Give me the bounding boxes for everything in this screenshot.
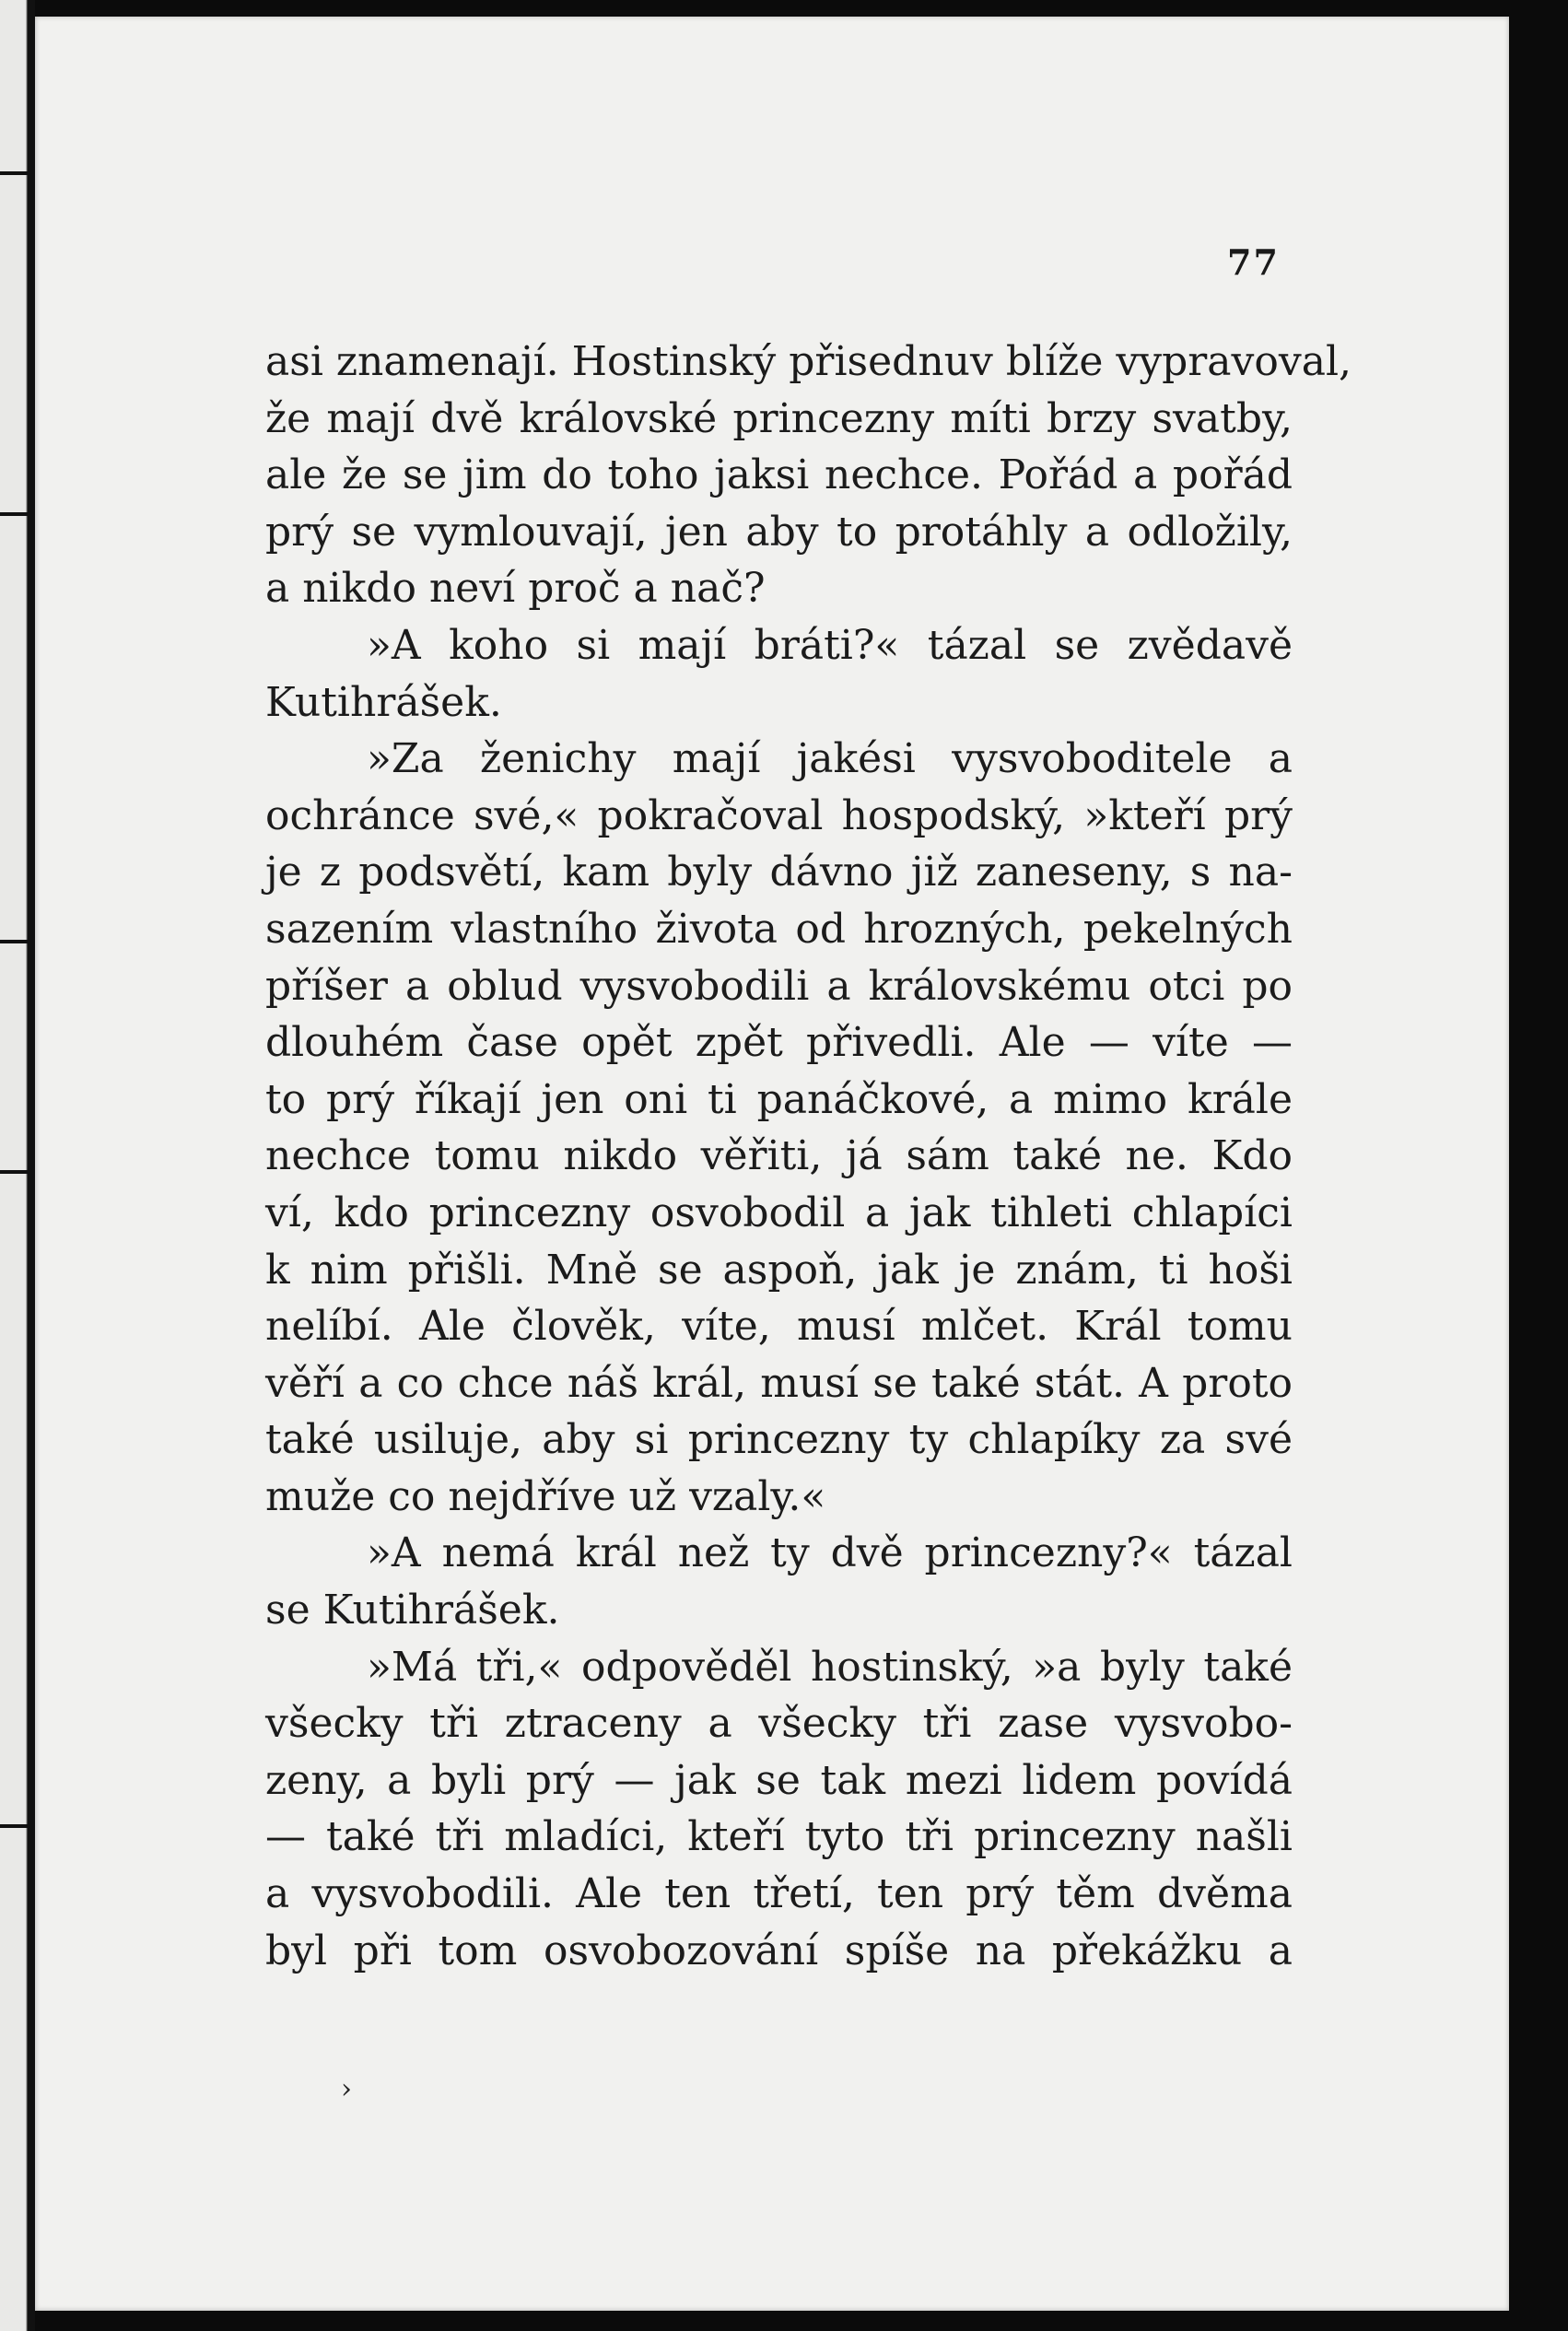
text-line: a vysvobodili. Ale ten třetí, ten prý těm dvěma — [265, 1870, 1293, 1918]
text-line: nechce tomu nikdo věřiti, já sám také ne. Kdo — [265, 1132, 1293, 1180]
text-line: »Za ženichy mají jakési vysvoboditele a — [367, 735, 1293, 783]
right-scan-edge — [1509, 0, 1568, 2331]
text-line: k nim přišli. Mně se aspoň, jak je znám, ti hoši — [265, 1246, 1293, 1294]
text-line: Kutihrášek. — [265, 678, 502, 726]
edge-mark — [0, 1170, 28, 1174]
text-line: ale že se jim do toho jaksi nechce. Pořád a pořád — [265, 451, 1293, 499]
text-line: »A nemá král než ty dvě princezny?« tázal — [367, 1529, 1293, 1577]
body-text — [265, 334, 1352, 1979]
edge-mark — [0, 171, 28, 175]
text-line: že mají dvě královské princezny míti brzy svatby, — [265, 394, 1293, 442]
text-line: to prý říkají jen oni ti panáčkové, a mimo krále — [265, 1075, 1293, 1123]
text-line: sazením vlastního života od hrozných, pekelných — [265, 905, 1293, 953]
text-line: se Kutihrášek. — [265, 1587, 560, 1634]
text-line: muže co nejdříve už vzaly.« — [265, 1472, 826, 1520]
text-line: je z podsvětí, kam byly dávno již zaneseny, s na- — [265, 849, 1293, 896]
edge-mark — [0, 940, 28, 943]
text-line: — také tři mladíci, kteří tyto tři princezny našli — [265, 1813, 1293, 1861]
text-line: asi znamenají. Hostinský přisednuv blíže vypravoval, — [265, 338, 1352, 385]
text-line: nelíbí. Ale člověk, víte, musí mlčet. Král tomu — [265, 1303, 1293, 1351]
text-line: věří a co chce náš král, musí se také stát. A proto — [265, 1359, 1293, 1407]
text-line: dlouhém čase opět zpět přivedli. Ale — víte — — [265, 1019, 1293, 1067]
edge-mark — [0, 512, 28, 516]
text-line: ví, kdo princezny osvobodil a jak tihleti chlapíci — [265, 1189, 1293, 1236]
text-line: příšer a oblud vysvobodili a královskému otci po — [265, 962, 1293, 1010]
stray-ink-mark: › — [341, 2073, 352, 2105]
text-line: zeny, a byli prý — jak se tak mezi lidem povídá — [265, 1756, 1293, 1804]
text-line: »Má tři,« odpověděl hostinský, »a byly také — [367, 1643, 1293, 1691]
text-line: »A koho si mají bráti?« tázal se zvědavě — [367, 621, 1293, 669]
edge-mark — [0, 1824, 28, 1828]
text-line: prý se vymlouvají, jen aby to protáhly a odložily, — [265, 508, 1293, 556]
text-line: byl při tom osvobozování spíše na překážku a — [265, 1927, 1293, 1974]
page-number: 77 — [1227, 241, 1280, 283]
text-line: ochránce své,« pokračoval hospodský, »kteří prý — [265, 791, 1293, 839]
text-line: všecky tři ztraceny a všecky tři zase vysvobo- — [265, 1700, 1293, 1748]
left-binding-edge — [0, 0, 35, 2331]
text-line: také usiluje, aby si princezny ty chlapíky za své — [265, 1416, 1293, 1464]
text-line: a nikdo neví proč a nač? — [265, 565, 766, 613]
